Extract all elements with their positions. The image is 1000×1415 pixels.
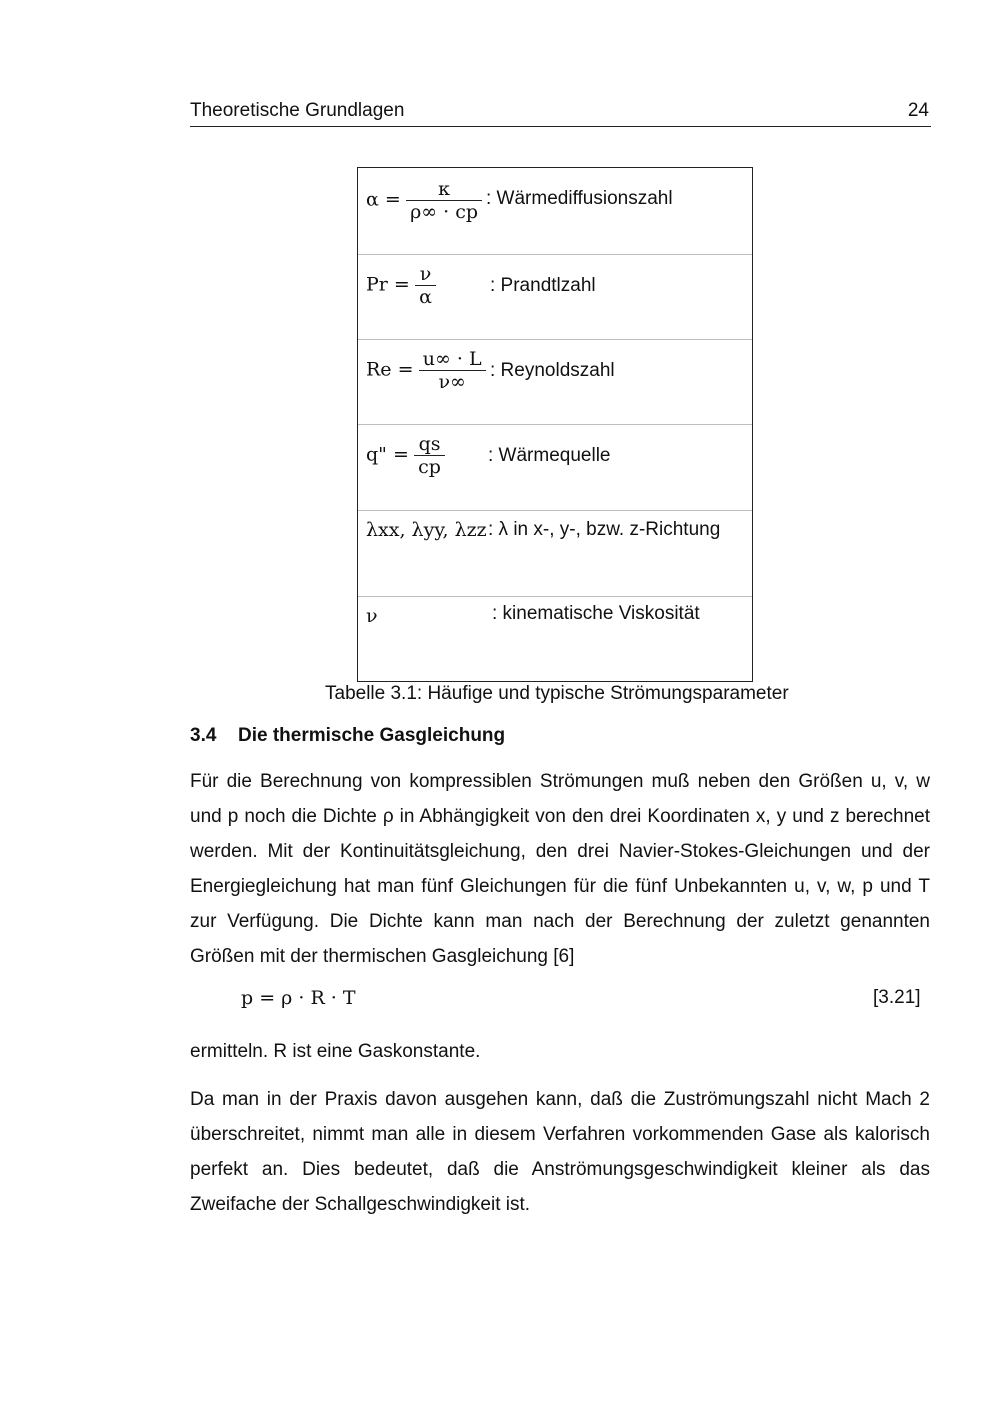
description: : Wärmequelle — [488, 445, 611, 466]
formula: q" = $\frac{qs}{cp}$ — [366, 433, 445, 478]
table-row — [358, 254, 752, 340]
description: : Wärmediffusionszahl — [486, 188, 673, 209]
description: : kinematische Viskosität — [492, 603, 700, 624]
page-number: 24 — [907, 100, 929, 121]
table-row — [358, 596, 752, 682]
description: : Prandtlzahl — [490, 275, 596, 296]
equation: p = ρ · R · T — [241, 987, 356, 1009]
header-title: Theoretische Grundlagen — [190, 100, 405, 121]
formula: ν — [366, 605, 378, 627]
formula: α = $\frac{\kappa}{\rho\infty \cdot cp}$ — [366, 178, 482, 223]
table-row — [358, 424, 752, 510]
equation-number: [3.21] — [873, 987, 921, 1008]
formula: Re = $\frac{u\infty \cdot L}{\nu\infty}$ — [366, 348, 486, 393]
formula: λxx, λyy, λzz — [366, 519, 487, 541]
section-title: Die thermische Gasgleichung — [238, 725, 506, 746]
page-header — [190, 98, 931, 127]
paragraph: ermitteln. R ist eine Gaskonstante. — [190, 1041, 481, 1062]
paragraph: Für die Berechnung von kompressiblen Strömungen muß neben den Größen u, v, w und p noch die Dichte ρ in Abhängigkeit von den drei Koordinaten x, y und z berechnet werden. Mit der Kontinuitätsgleichung, den drei Navier-Stokes-Gleichungen und der Energiegleichung hat man fünf Gleichungen für die fünf Unbekannten u, v, w, p und T zur Verfügung. Die Dichte kann man nach der Berechnung der zuletzt genannten Größen mit der thermischen Gasgleichung [6] — [190, 771, 930, 967]
table-row — [358, 168, 752, 253]
section-number: 3.4 — [190, 725, 217, 746]
table-row — [358, 339, 752, 425]
description: : Reynoldszahl — [490, 360, 615, 381]
section-heading — [190, 725, 505, 747]
formula: Pr = $\frac{\nu}{\alpha}$ — [366, 263, 436, 308]
paragraph: Da man in der Praxis davon ausgehen kann, daß die Zuströmungszahl nicht Mach 2 überschreitet, nimmt man alle in diesem Verfahren vorkommenden Gase als kalorisch perfekt an. Dies bedeutet, daß die Anströmungsgeschwindigkeit kleiner als das Zweifache der Schallgeschwindigkeit ist. — [190, 1089, 930, 1215]
parameter-table — [357, 167, 753, 682]
table-row — [358, 510, 752, 596]
description: : λ in x-, y-, bzw. z-Richtung — [488, 519, 721, 540]
table-caption: Tabelle 3.1: Häufige und typische Strömungsparameter — [325, 683, 789, 704]
